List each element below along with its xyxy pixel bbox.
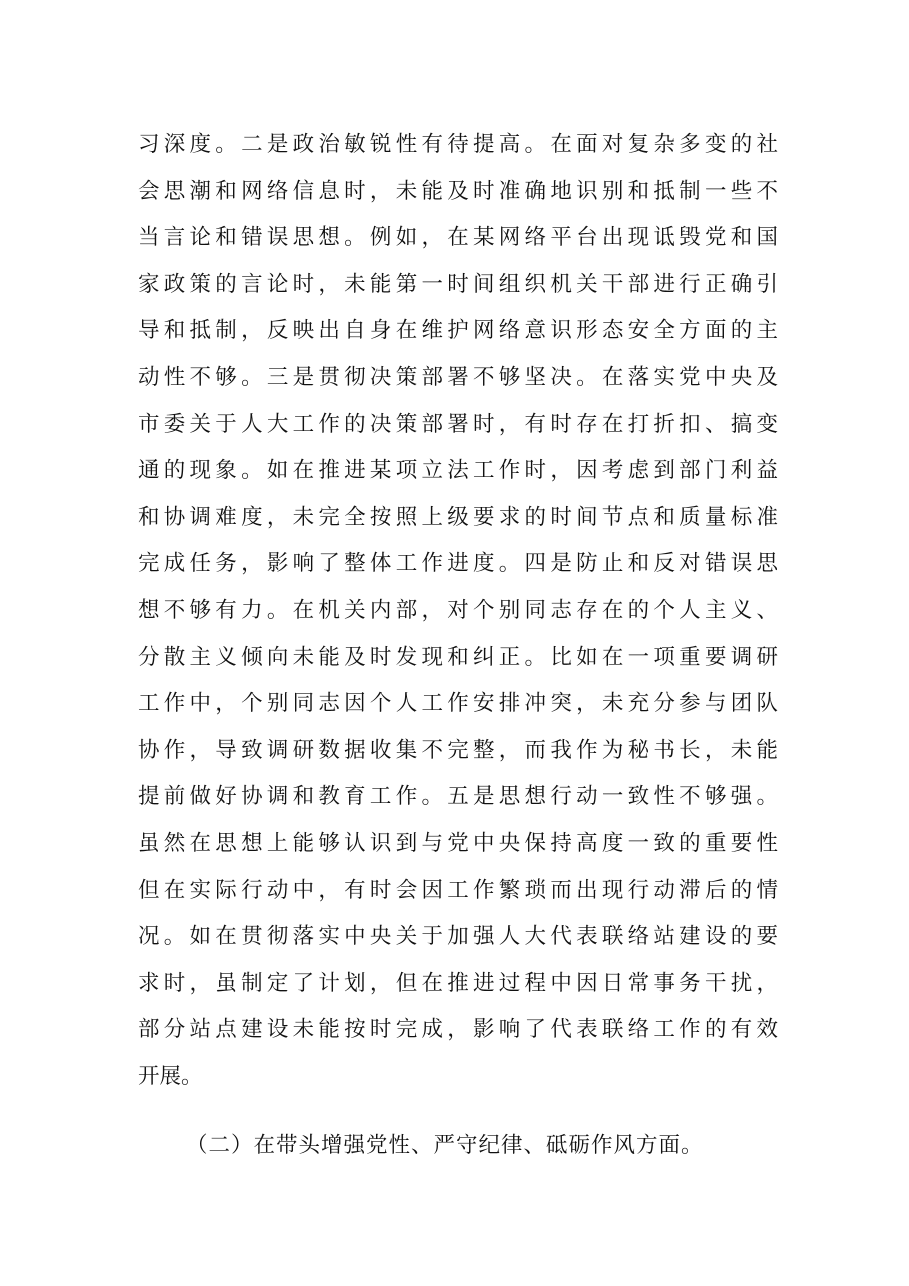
paragraph-line: 市委关于人大工作的决策部署时，有时存在打折扣、搞变 bbox=[138, 411, 778, 437]
paragraph-line: 通的现象。如在推进某项立法工作时，因考虑到部门利益 bbox=[138, 458, 778, 484]
paragraph-line: 况。如在贯彻落实中央关于加强人大代表联络站建设的要 bbox=[138, 924, 778, 950]
paragraph-line: 当言论和错误思想。例如，在某网络平台出现诋毁党和国 bbox=[138, 225, 778, 251]
paragraph-line: 协作，导致调研数据收集不完整，而我作为秘书长，未能 bbox=[138, 737, 778, 763]
paragraph-line: 习深度。二是政治敏锐性有待提高。在面对复杂多变的社 bbox=[138, 132, 778, 157]
paragraph-line: 想不够有力。在机关内部，对个别同志存在的个人主义、 bbox=[138, 597, 778, 623]
paragraph-line: 部分站点建设未能按时完成，影响了代表联络工作的有效 bbox=[138, 1017, 778, 1043]
paragraph-line: 动性不够。三是贯彻决策部署不够坚决。在落实党中央及 bbox=[138, 364, 778, 390]
paragraph-line: 导和抵制，反映出自身在维护网络意识形态安全方面的主 bbox=[138, 318, 778, 344]
paragraph-line-last: 开展。 bbox=[138, 1063, 203, 1089]
paragraph-line: 家政策的言论时，未能第一时间组织机关干部进行正确引 bbox=[138, 271, 778, 297]
paragraph-line: 和协调难度，未完全按照上级要求的时间节点和质量标准 bbox=[138, 504, 778, 530]
body-paragraph bbox=[138, 122, 778, 1100]
paragraph-line: 会思潮和网络信息时，未能及时准确地识别和抵制一些不 bbox=[138, 178, 778, 204]
paragraph-line: 求时，虽制定了计划，但在推进过程中因日常事务干扰， bbox=[138, 970, 778, 996]
paragraph-line: 完成任务，影响了整体工作进度。四是防止和反对错误思 bbox=[138, 551, 778, 577]
paragraph-line: 工作中，个别同志因个人工作安排冲突，未充分参与团队 bbox=[138, 691, 778, 717]
section-heading: （二）在带头增强党性、严守纪律、砥砺作风方面。 bbox=[186, 1133, 704, 1158]
paragraph-line: 但在实际行动中，有时会因工作繁琐而出现行动滞后的情 bbox=[138, 877, 778, 903]
paragraph-line: 分散主义倾向未能及时发现和纠正。比如在一项重要调研 bbox=[138, 644, 778, 670]
paragraph-line: 提前做好协调和教育工作。五是思想行动一致性不够强。 bbox=[138, 784, 778, 810]
paragraph-line: 虽然在思想上能够认识到与党中央保持高度一致的重要性 bbox=[138, 830, 778, 856]
